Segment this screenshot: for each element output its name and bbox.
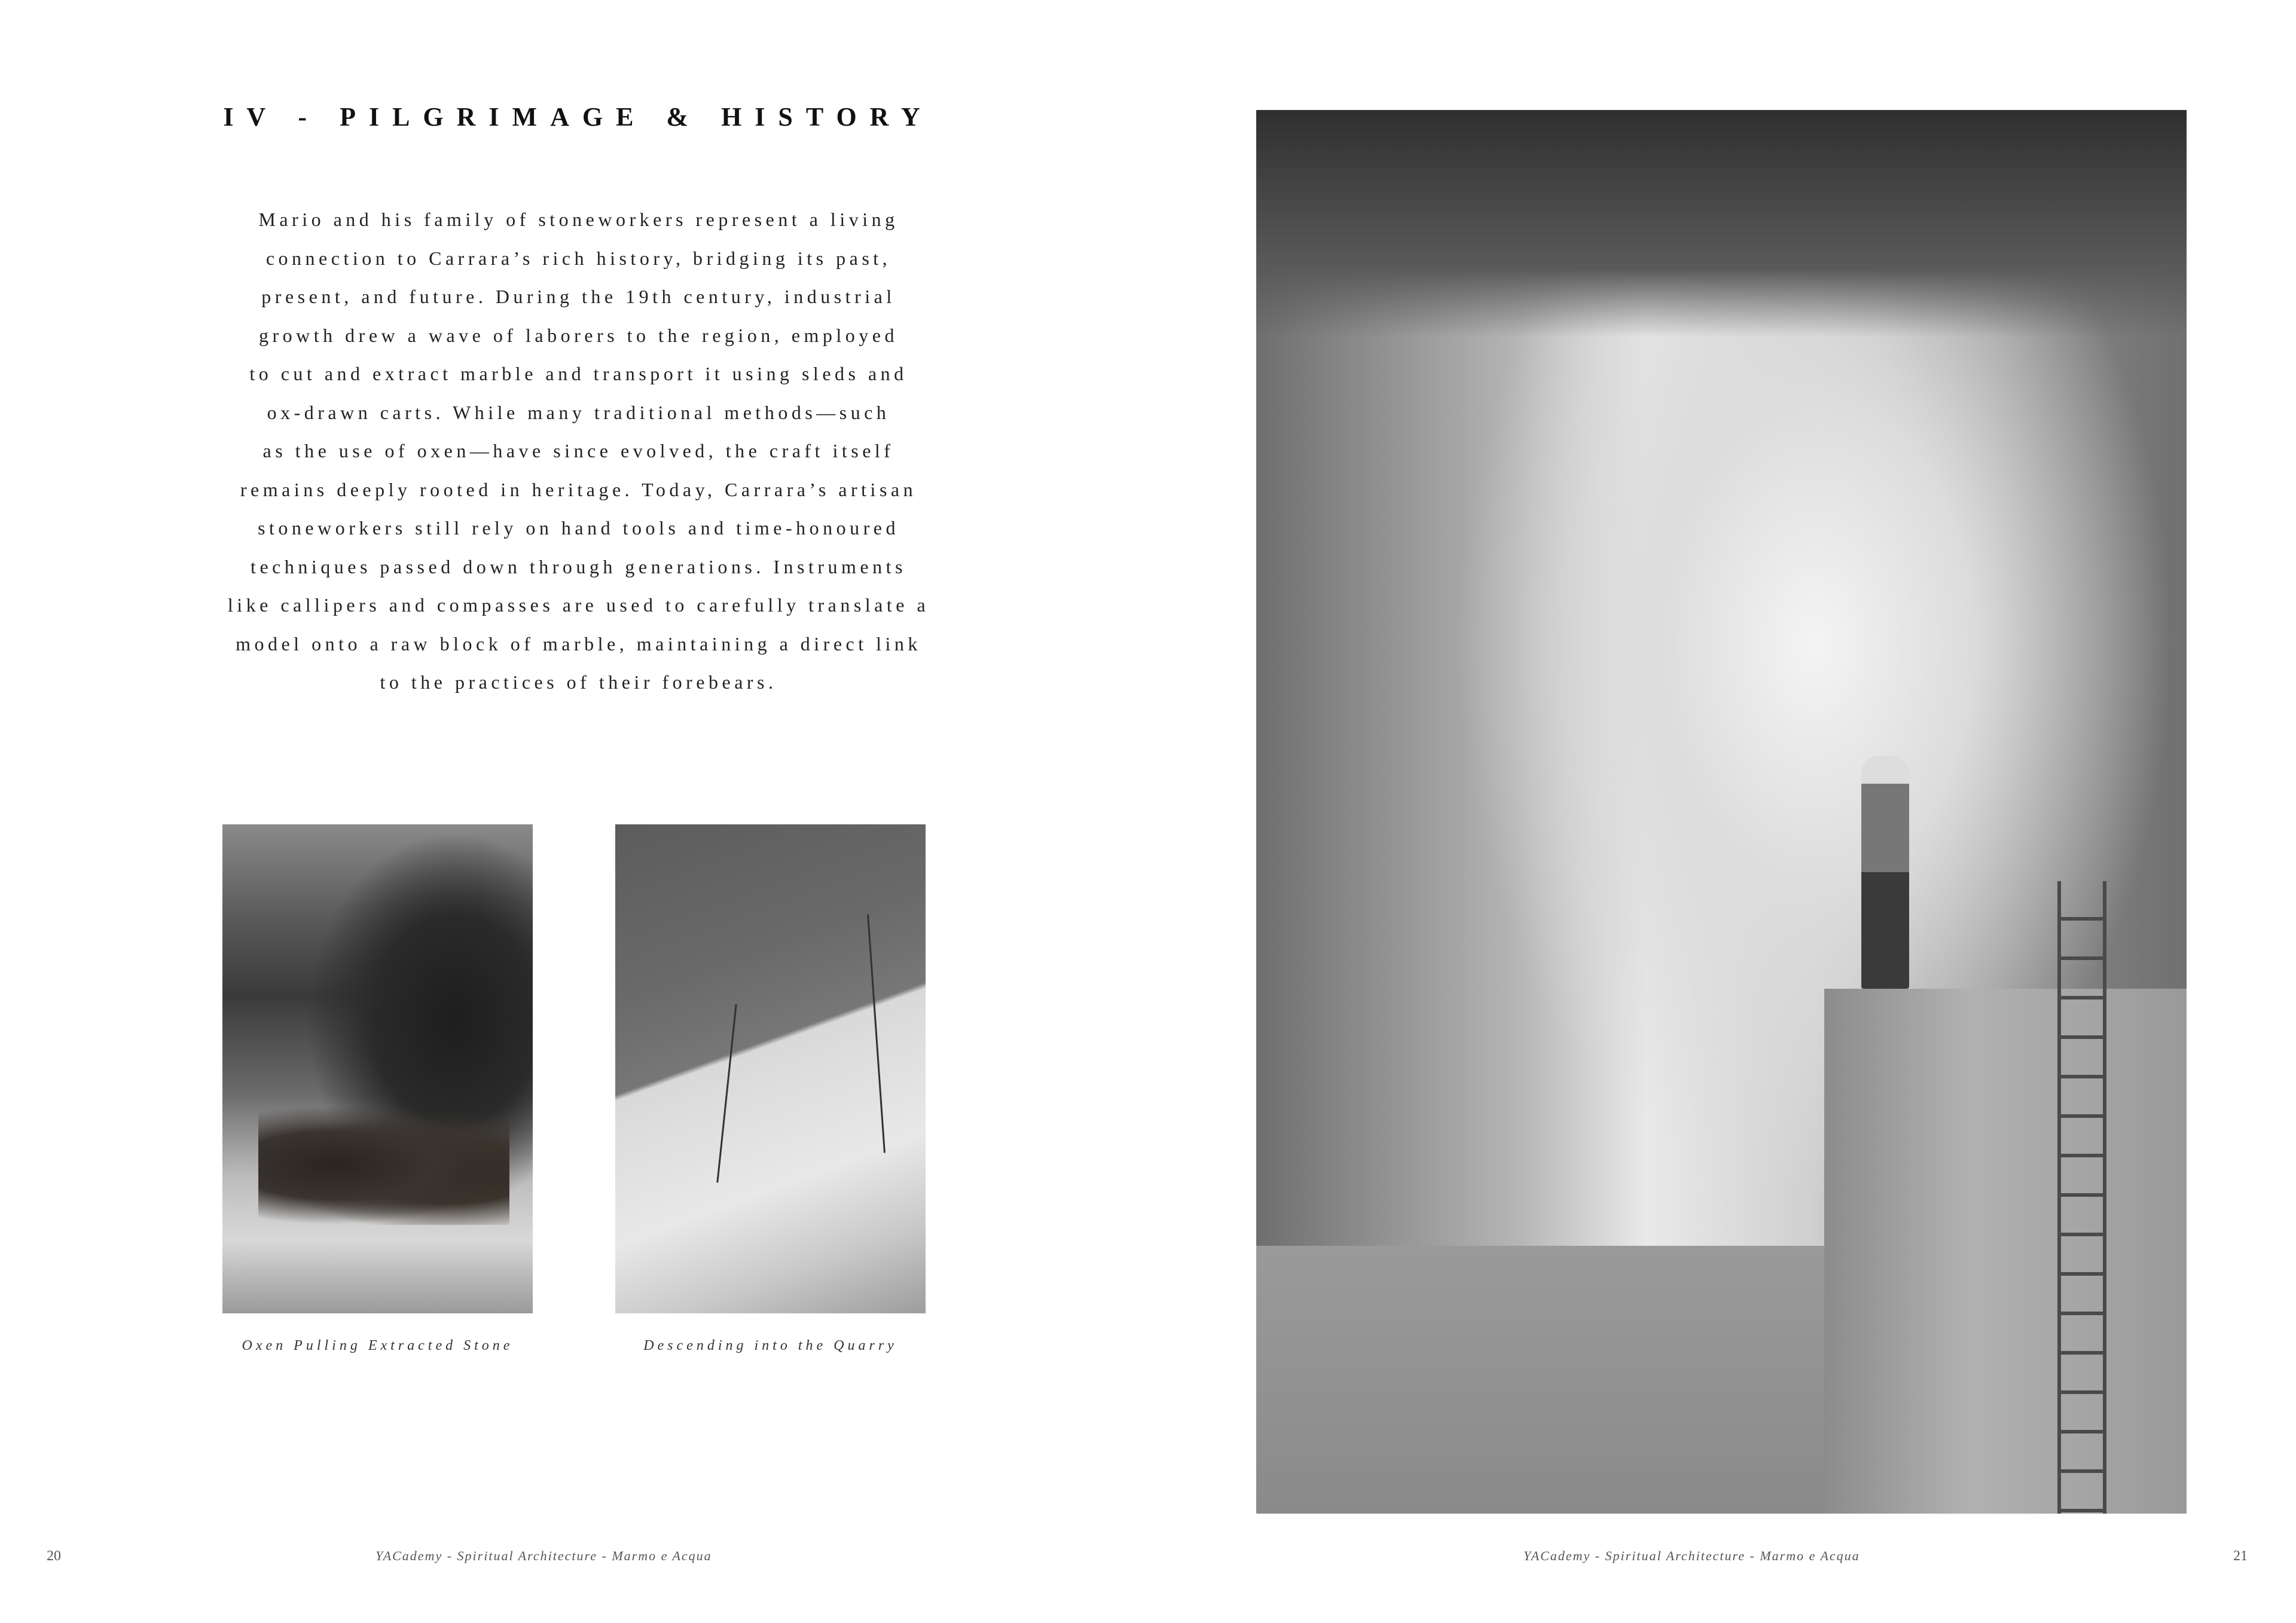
body-line: Mario and his family of stoneworkers represent a living bbox=[258, 209, 899, 230]
page-number-left: 20 bbox=[47, 1548, 61, 1564]
body-line: connection to Carrara’s rich history, bridging its past, bbox=[265, 247, 891, 269]
quarry-descent-photo bbox=[615, 824, 926, 1313]
body-line: present, and future. During the 19th century, industrial bbox=[261, 286, 896, 307]
rope bbox=[867, 914, 886, 1153]
rope bbox=[716, 1004, 737, 1183]
section-title: IV - PILGRIMAGE & HISTORY bbox=[223, 102, 933, 132]
quarry-floor bbox=[1256, 1246, 1824, 1514]
body-line: techniques passed down through generations. Instruments bbox=[251, 555, 906, 577]
body-line: model onto a raw block of marble, maintaining a direct link bbox=[236, 632, 921, 655]
caption-descending: Descending into the Quarry bbox=[643, 1338, 897, 1353]
body-line: growth drew a wave of laborers to the region, employed bbox=[259, 324, 898, 346]
marble-block bbox=[1824, 989, 2187, 1514]
body-line: to cut and extract marble and transport it using sleds and bbox=[249, 363, 908, 384]
quarry-worker-photo bbox=[1256, 110, 2187, 1514]
page-number-right: 21 bbox=[2233, 1548, 2248, 1564]
body-line: like callipers and compasses are used to carefully translate a bbox=[227, 594, 930, 616]
body-line: as the use of oxen—have since evolved, the craft itself bbox=[262, 440, 894, 461]
footer-left: YACademy - Spiritual Architecture - Marmo e Acqua bbox=[375, 1548, 712, 1563]
oxen-figures bbox=[258, 1105, 509, 1225]
oxen-photo bbox=[222, 824, 533, 1313]
caption-oxen: Oxen Pulling Extracted Stone bbox=[242, 1338, 514, 1353]
quarry-ceiling bbox=[1256, 110, 2187, 337]
body-line: remains deeply rooted in heritage. Today, Carrara’s artisan bbox=[240, 478, 917, 500]
footer-right: YACademy - Spiritual Architecture - Marmo e Acqua bbox=[1523, 1548, 1860, 1563]
body-text bbox=[203, 200, 954, 702]
body-line: to the practices of their forebears. bbox=[380, 671, 777, 693]
body-line: stoneworkers still rely on hand tools and time-honoured bbox=[258, 517, 899, 539]
worker-figure bbox=[1861, 756, 1909, 989]
ladder bbox=[2057, 881, 2106, 1514]
body-line: ox-drawn carts. While many traditional methods—such bbox=[267, 401, 890, 423]
